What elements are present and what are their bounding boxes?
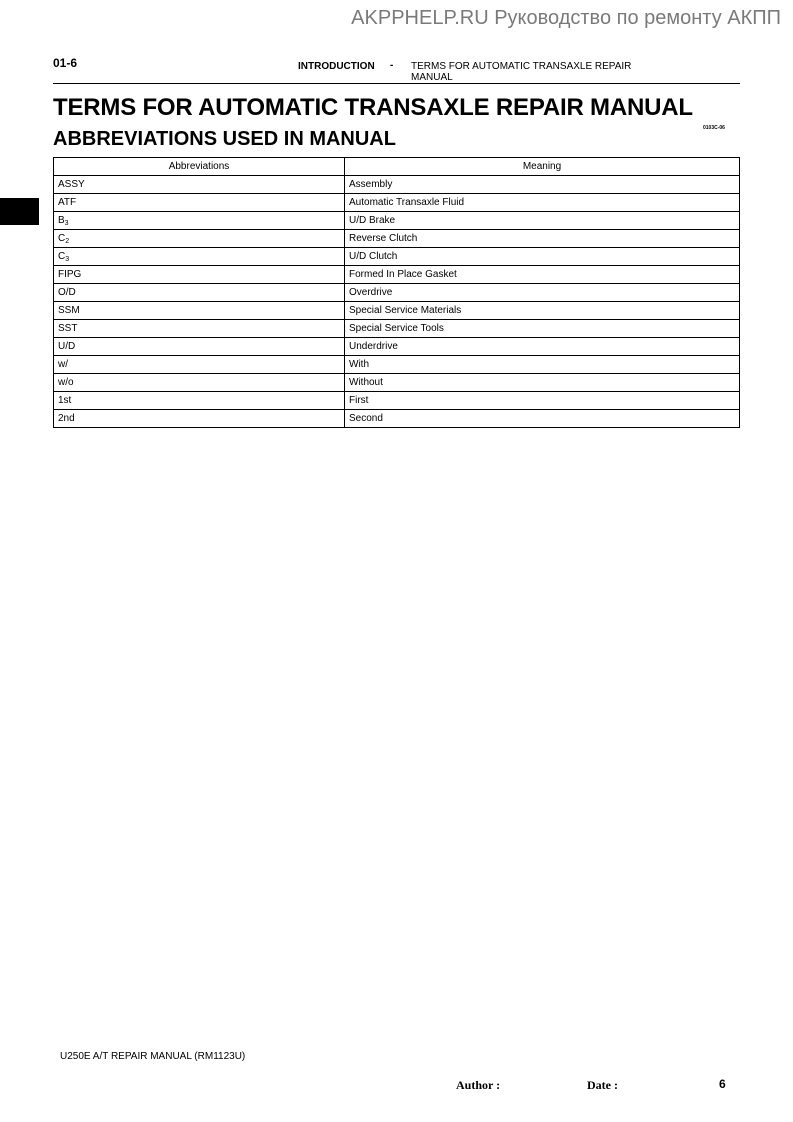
- abbreviation-text: w/: [58, 358, 68, 370]
- footer-manual-title: U250E A/T REPAIR MANUAL (RM1123U): [60, 1051, 246, 1062]
- meaning-cell: First: [345, 392, 740, 410]
- section-tab-marker: [0, 198, 39, 225]
- table-row: [54, 194, 740, 212]
- abbreviation-cell: [54, 410, 345, 428]
- abbreviation-cell: [54, 392, 345, 410]
- meaning-cell: Underdrive: [345, 338, 740, 356]
- abbreviation-text: FIPG: [58, 268, 82, 280]
- abbreviation-text: O/D: [58, 286, 76, 298]
- meaning-cell: Without: [345, 374, 740, 392]
- abbreviation-cell: [54, 266, 345, 284]
- table-row: [54, 302, 740, 320]
- abbreviation-cell: [54, 302, 345, 320]
- abbreviation-cell: [54, 212, 345, 230]
- meaning-cell: Second: [345, 410, 740, 428]
- meaning-cell: Reverse Clutch: [345, 230, 740, 248]
- table-row: [54, 356, 740, 374]
- table-row: [54, 248, 740, 266]
- meaning-cell: Special Service Materials: [345, 302, 740, 320]
- page-subtitle: ABBREVIATIONS USED IN MANUAL: [53, 128, 396, 150]
- table-row: [54, 320, 740, 338]
- abbreviation-cell: [54, 176, 345, 194]
- abbreviation-text: C: [58, 232, 66, 244]
- table-row: [54, 338, 740, 356]
- abbreviation-text: ATF: [58, 196, 77, 208]
- abbreviation-cell: [54, 194, 345, 212]
- column-header-abbreviations: Abbreviations: [54, 158, 345, 176]
- abbreviation-subscript: 2: [65, 237, 70, 245]
- table-body: [54, 176, 740, 428]
- meaning-cell: Overdrive: [345, 284, 740, 302]
- table-row: [54, 212, 740, 230]
- abbreviation-text: ASSY: [58, 178, 85, 190]
- table-row: [54, 374, 740, 392]
- footer-page-number: 6: [719, 1077, 726, 1091]
- page-code: 01-6: [53, 56, 78, 70]
- table-row: [54, 266, 740, 284]
- abbreviation-cell: [54, 248, 345, 266]
- header-rule: [53, 83, 740, 84]
- footer-author-label: Author :: [456, 1078, 501, 1092]
- abbreviation-text: 2nd: [58, 412, 75, 424]
- abbreviation-subscript: 3: [64, 219, 69, 227]
- table-row: [54, 176, 740, 194]
- header-separator: -: [390, 60, 394, 71]
- table-row: [54, 284, 740, 302]
- abbreviation-text: C: [58, 250, 66, 262]
- abbreviations-table: [53, 157, 740, 428]
- meaning-cell: With: [345, 356, 740, 374]
- watermark-text: AKPPHELP.RU Руководство по ремонту АКПП: [351, 7, 781, 29]
- meaning-cell: Special Service Tools: [345, 320, 740, 338]
- abbreviation-text: B: [58, 214, 65, 226]
- meaning-cell: U/D Clutch: [345, 248, 740, 266]
- abbreviation-text: U/D: [58, 340, 76, 352]
- abbreviation-cell: [54, 374, 345, 392]
- abbreviation-subscript: 3: [65, 255, 70, 263]
- column-header-meaning: Meaning: [345, 158, 740, 176]
- document-code: 0103C-06: [703, 125, 725, 131]
- meaning-cell: Formed In Place Gasket: [345, 266, 740, 284]
- meaning-cell: Automatic Transaxle Fluid: [345, 194, 740, 212]
- abbreviation-cell: [54, 338, 345, 356]
- abbreviation-text: SSM: [58, 304, 80, 316]
- table-row: [54, 230, 740, 248]
- meaning-cell: U/D Brake: [345, 212, 740, 230]
- abbreviation-cell: [54, 320, 345, 338]
- meaning-cell: Assembly: [345, 176, 740, 194]
- abbreviation-text: 1st: [58, 394, 72, 406]
- header-topic: TERMS FOR AUTOMATIC TRANSAXLE REPAIR MANUAL: [411, 61, 632, 83]
- abbreviation-cell: [54, 230, 345, 248]
- footer-date-label: Date :: [587, 1078, 618, 1092]
- abbreviation-text: SST: [58, 322, 78, 334]
- abbreviation-text: w/o: [58, 376, 74, 388]
- table-header-row: [54, 158, 740, 176]
- table-row: [54, 392, 740, 410]
- table-row: [54, 410, 740, 428]
- header-section: INTRODUCTION: [298, 61, 375, 72]
- abbreviation-cell: [54, 284, 345, 302]
- abbreviation-cell: [54, 356, 345, 374]
- page-title: TERMS FOR AUTOMATIC TRANSAXLE REPAIR MANUAL: [53, 94, 693, 121]
